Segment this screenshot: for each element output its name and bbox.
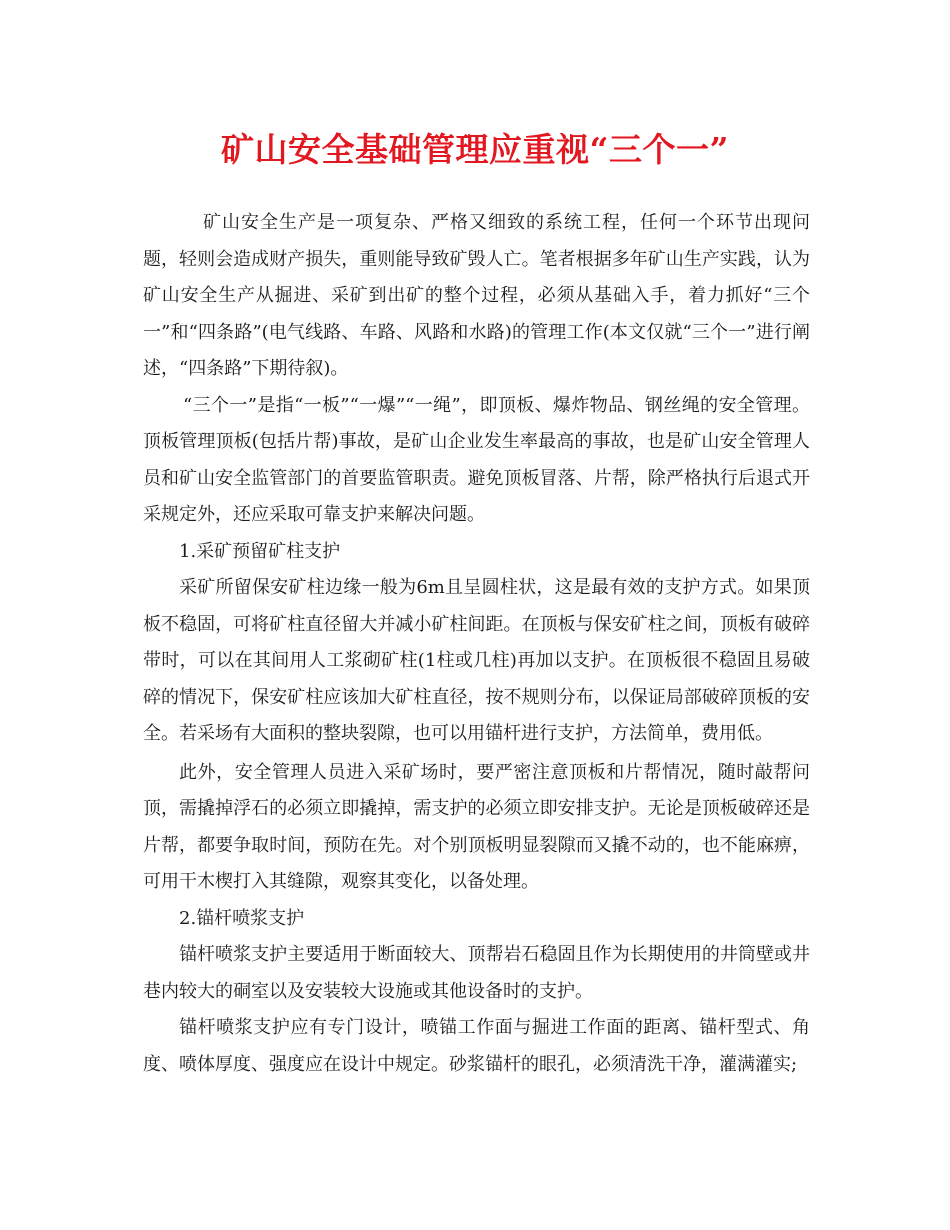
paragraph-pillar-support: 采矿所留保安矿柱边缘一般为6m且呈圆柱状，这是最有效的支护方式。如果顶板不稳固，可将矿柱直径留大并减小矿柱间距。在顶板与保安矿柱之间，顶板有破碎带时，可以在其间用人工浆砌矿柱(1柱或几柱)再加以支护。在顶板很不稳固且易破碎的情况下，保安矿柱应该加大矿柱直径，按不规则分布，以保证局部破碎顶板的安全。若采场有大面积的整块裂隙，也可以用锚杆进行支护，方法简单，费用低。: [143, 577, 810, 744]
paragraph-bolt-shotcrete-scope: 锚杆喷浆支护主要适用于断面较大、顶帮岩石稳固且作为长期使用的井筒壁或井巷内较大的硐室以及安装较大设施或其他设备时的支护。: [143, 944, 810, 1002]
section-heading-bolt-shotcrete: 2.锚杆喷浆支护: [179, 907, 305, 929]
document-title: 矿山安全基础管理应重视“三个一”: [221, 130, 729, 169]
document-body: [143, 205, 810, 1083]
section-heading-pillar-support: 1.采矿预留矿柱支护: [179, 540, 341, 562]
paragraph-intro: 矿山安全生产是一项复杂、严格又细致的系统工程，任何一个环节出现问题，轻则会造成财产损失，重则能导致矿毁人亡。笔者根据多年矿山生产实践，认为矿山安全生产从掘进、采矿到出矿的整个过程，必须从基础入手，着力抓好“三个一”和“四条路”(电气线路、车路、风路和水路)的管理工作(本文仅就“三个一”进行阐述，“四条路”下期待叙)。: [143, 212, 810, 379]
paragraph-bolt-shotcrete-design: 锚杆喷浆支护应有专门设计，喷锚工作面与掘进工作面的距离、锚杆型式、角度、喷体厚度、强度应在设计中规定。砂浆锚杆的眼孔，必须清洗干净，灌满灌实;: [143, 1017, 810, 1075]
paragraph-three-ones: “三个一”是指“一板”“一爆”“一绳”，即顶板、爆炸物品、钢丝绳的安全管理。顶板管理顶板(包括片帮)事故，是矿山企业发生率最高的事故，也是矿山安全管理人员和矿山安全监管部门的首要监管职责。避免顶板冒落、片帮，除严格执行后退式开采规定外，还应采取可靠支护来解决问题。: [143, 394, 810, 525]
paragraph-inspection: 此外，安全管理人员进入采矿场时，要严密注意顶板和片帮情况，随时敲帮问顶，需撬掉浮石的必须立即撬掉，需支护的必须立即安排支护。无论是顶板破碎还是片帮，都要争取时间，预防在先。对个别顶板明显裂隙而又撬不动的，也不能麻痹，可用干木楔打入其缝隙，观察其变化，以备处理。: [143, 761, 810, 892]
